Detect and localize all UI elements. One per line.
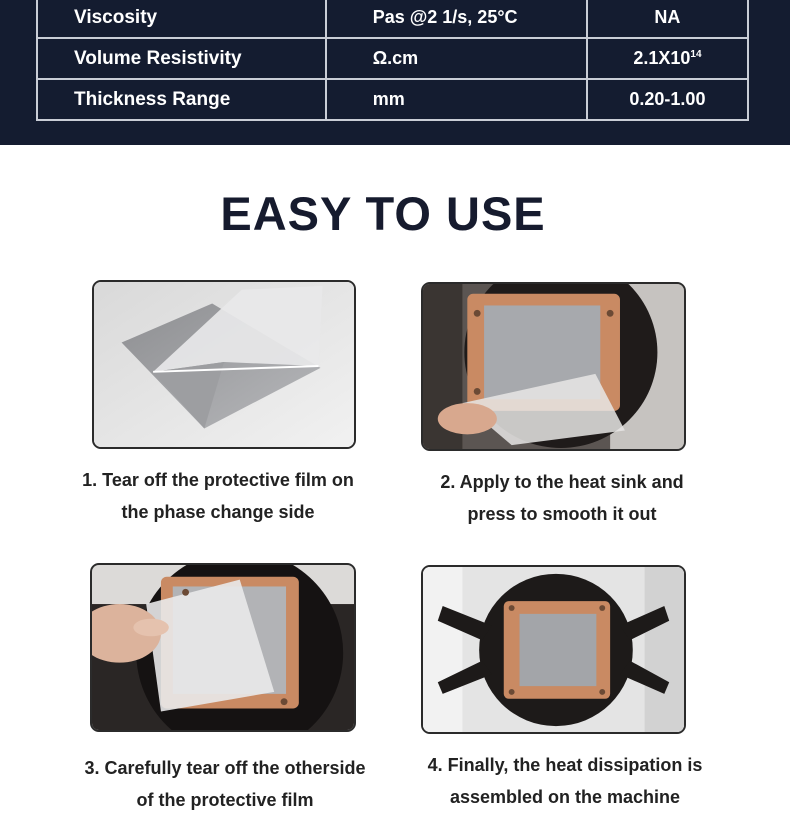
- spec-value-exponent: 14: [690, 49, 702, 60]
- step-3-photo: [90, 563, 356, 732]
- caption-line: 2. Apply to the heat sink and: [440, 472, 684, 492]
- section-title: EASY TO USE: [220, 187, 546, 240]
- spec-property: Viscosity: [37, 0, 326, 38]
- spec-row-thickness-range: [37, 79, 748, 120]
- caption-line: press to smooth it out: [467, 504, 657, 524]
- step-2-caption: [397, 466, 727, 530]
- step-4-photo: [421, 565, 686, 734]
- spec-row-volume-resistivity: [37, 38, 748, 79]
- spec-value-base: 2.1X10: [633, 48, 691, 68]
- spec-table: [36, 0, 749, 121]
- spec-table-band: [0, 0, 790, 145]
- spec-unit: mm: [326, 79, 587, 120]
- step-1-photo: [92, 280, 356, 449]
- caption-line: 3. Carefully tear off the otherside: [84, 758, 366, 778]
- step-2-photo: [421, 282, 686, 451]
- spec-row-viscosity: [37, 0, 748, 38]
- caption-line: of the protective film: [136, 790, 314, 810]
- spec-unit: Pas @2 1/s, 25°C: [326, 0, 587, 38]
- spec-value: NA: [587, 0, 748, 38]
- caption-line: 4. Finally, the heat dissipation is: [427, 755, 703, 775]
- spec-unit: Ω.cm: [326, 38, 587, 79]
- spec-value: [587, 38, 748, 79]
- caption-line: assembled on the machine: [449, 787, 681, 807]
- spec-property: Volume Resistivity: [37, 38, 326, 79]
- step-1-caption: [53, 464, 383, 528]
- caption-line: the phase change side: [121, 502, 315, 522]
- step-3-caption: [60, 752, 390, 816]
- step-4-caption: [400, 749, 730, 813]
- spec-value: 0.20-1.00: [587, 79, 748, 120]
- caption-line: 1. Tear off the protective film on: [82, 470, 354, 490]
- spec-property: Thickness Range: [37, 79, 326, 120]
